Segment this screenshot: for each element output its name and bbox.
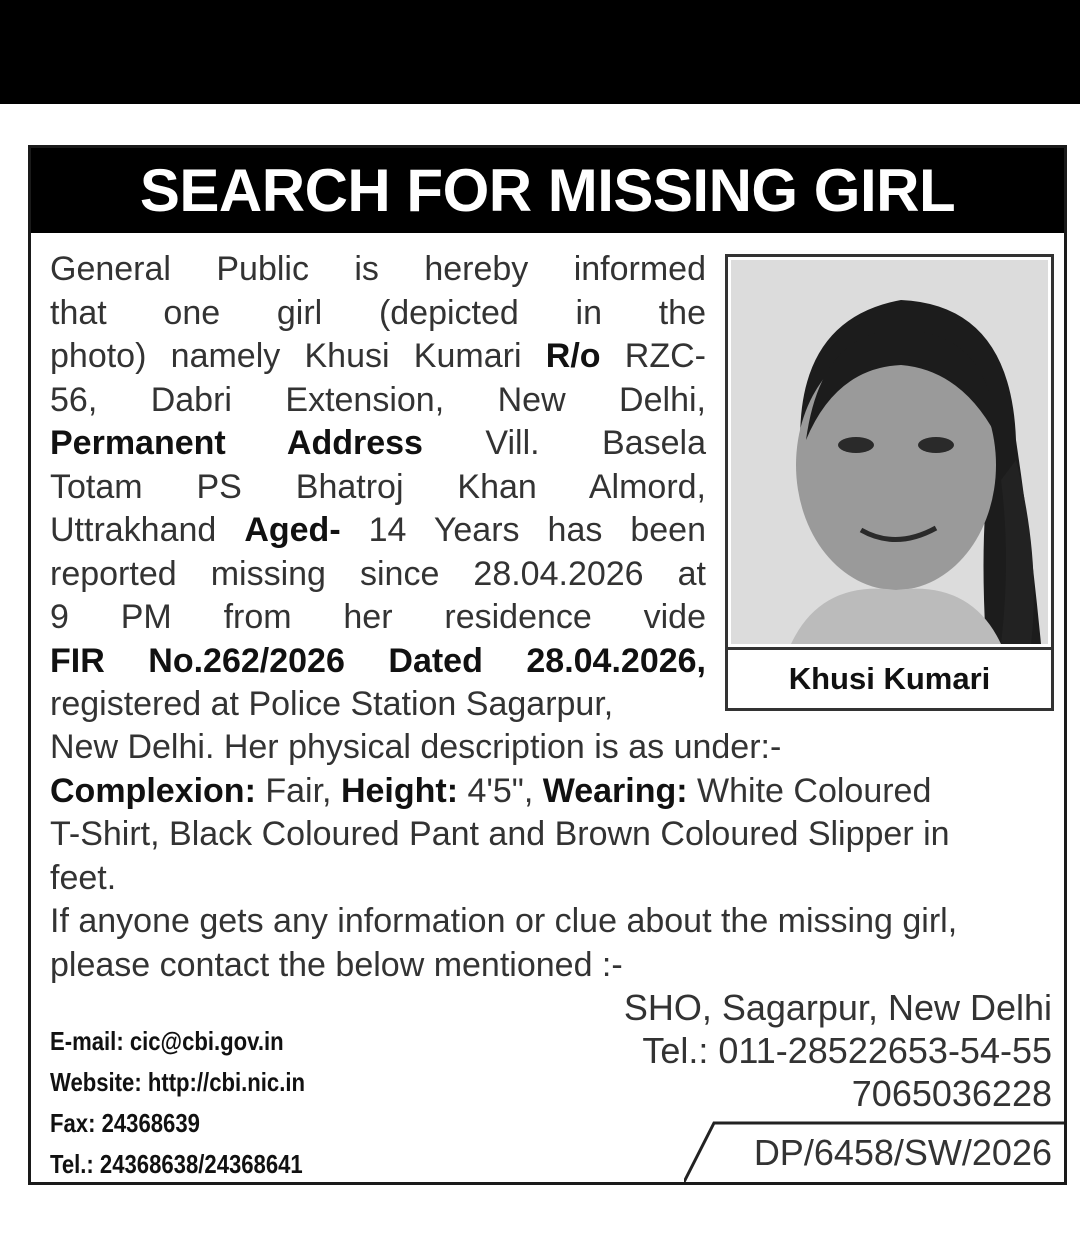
wearing-label: Wearing: bbox=[542, 771, 688, 810]
intro-line: 9 PM from her residence vide bbox=[50, 598, 706, 636]
tel-line: Tel.: 24368638/24368641 bbox=[50, 1149, 303, 1179]
fax-line: Fax: 24368639 bbox=[50, 1108, 200, 1138]
bold-label: Permanent Address bbox=[50, 424, 423, 462]
website-line: Website: http://cbi.nic.in bbox=[50, 1067, 305, 1097]
description-clothing: T-Shirt, Black Coloured Pant and Brown Coloured Slipper in bbox=[50, 815, 950, 853]
notice-title: SEARCH FOR MISSING GIRL bbox=[31, 148, 1064, 233]
email-line: E-mail: cic@cbi.gov.in bbox=[50, 1026, 284, 1056]
wearing-value: White Coloured bbox=[687, 771, 932, 810]
text-segment: photo) namely Khusi Kumari bbox=[50, 337, 546, 375]
bold-label: Aged- bbox=[244, 511, 341, 549]
sho-contact-block bbox=[624, 986, 1052, 1115]
bold-label: FIR No.262/2026 Dated 28.04.2026, bbox=[50, 641, 706, 680]
sho-tel: Tel.: 011-28522653-54-55 bbox=[642, 1030, 1052, 1071]
intro-line: reported missing since 28.04.2026 at bbox=[50, 554, 706, 593]
complexion-value: Fair, bbox=[255, 771, 341, 810]
intro-line: 56, Dabri Extension, New Delhi, bbox=[50, 380, 706, 419]
intro-line: that one girl (depicted in the bbox=[50, 293, 706, 332]
intro-line: Totam PS Bhatroj Khan Almord, bbox=[50, 467, 706, 506]
intro-line bbox=[50, 422, 706, 466]
dp-number: DP/6458/SW/2026 bbox=[753, 1132, 1052, 1173]
sho-mobile: 7065036228 bbox=[851, 1073, 1052, 1114]
text-segment: Uttrakhand bbox=[50, 511, 245, 549]
contact-request-continued: please contact the below mentioned :- bbox=[50, 945, 623, 984]
cbi-contact-block bbox=[50, 1021, 305, 1185]
physical-description bbox=[50, 726, 1053, 987]
sho-name: SHO, Sagarpur, New Delhi bbox=[623, 987, 1052, 1028]
text-segment: 14 Years has been bbox=[340, 511, 706, 549]
description-attributes bbox=[50, 770, 1053, 814]
missing-girl-photo bbox=[731, 260, 1048, 644]
text-segment: RZC- bbox=[600, 337, 706, 375]
intro-paragraph bbox=[50, 248, 706, 727]
intro-line bbox=[50, 640, 706, 684]
intro-line: General Public is hereby informed bbox=[50, 250, 706, 288]
height-label: Height: bbox=[340, 771, 459, 810]
contact-request: If anyone gets any information or clue about the missing girl, bbox=[50, 902, 958, 940]
intro-line bbox=[50, 335, 706, 379]
portrait-illustration bbox=[731, 260, 1048, 644]
intro-line bbox=[50, 509, 706, 553]
bold-label: R/o bbox=[545, 337, 601, 375]
missing-person-notice bbox=[28, 145, 1067, 1185]
photo-frame bbox=[725, 254, 1054, 711]
description-feet: feet. bbox=[50, 858, 117, 897]
complexion-label: Complexion: bbox=[50, 771, 256, 810]
description-intro: New Delhi. Her physical description is as under:- bbox=[50, 728, 782, 766]
height-value: 4'5", bbox=[458, 771, 543, 810]
intro-line: registered at Police Station Sagarpur, bbox=[50, 685, 614, 723]
text-segment: Vill. Basela bbox=[422, 424, 706, 462]
top-black-bar bbox=[0, 0, 1080, 104]
photo-caption: Khusi Kumari bbox=[728, 647, 1051, 707]
